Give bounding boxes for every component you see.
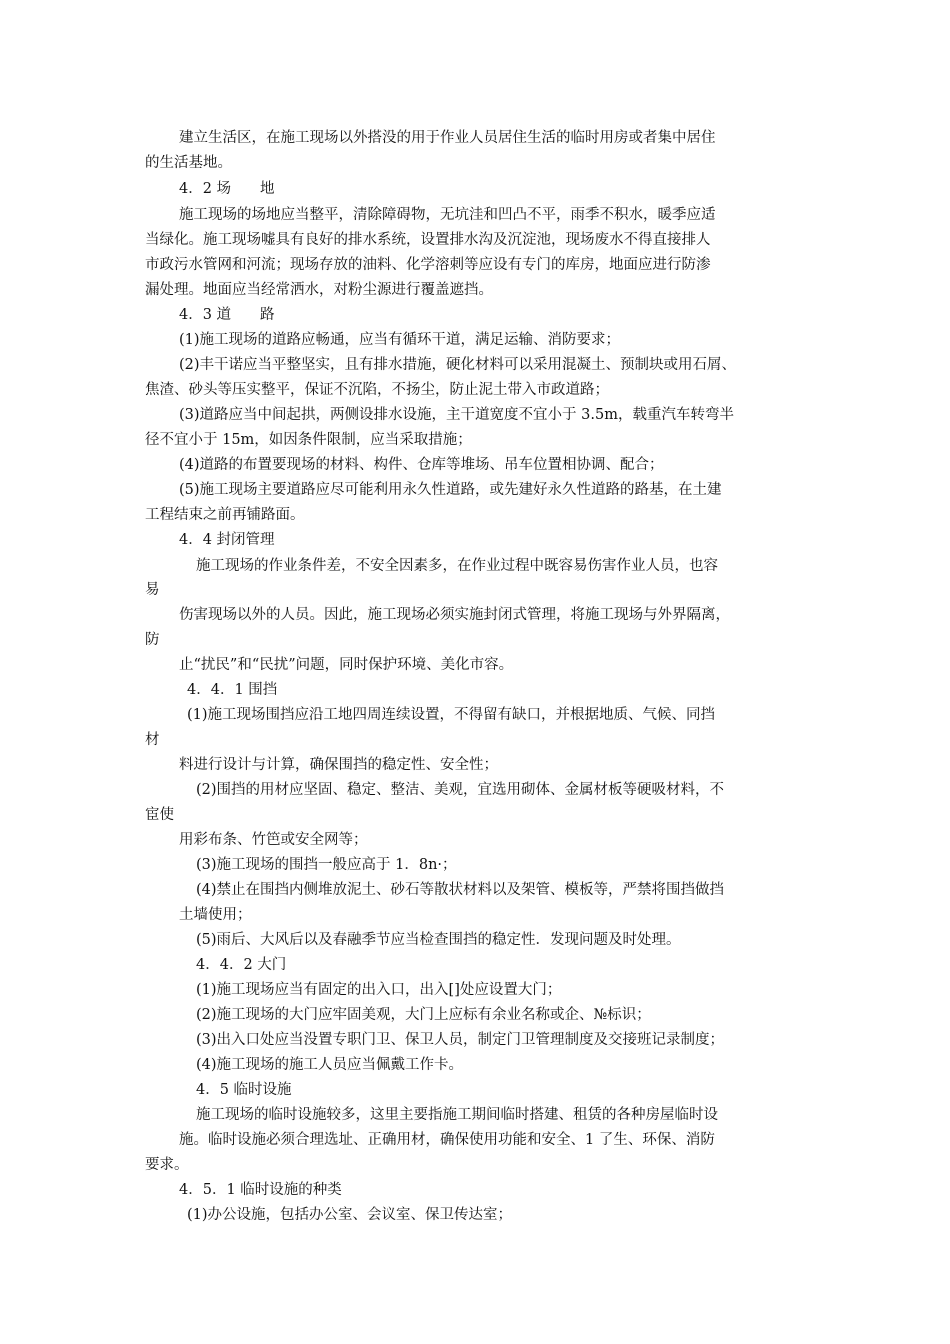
- section-heading: 4．4．2 大门: [196, 957, 287, 973]
- text-line: (4)道路的布置要现场的材料、构件、仓库等堆场、吊车位置相协调、配合；: [179, 457, 664, 473]
- text-line: 止“扰民”和“民扰”问题，同时保护环境、美化市容。: [179, 657, 514, 673]
- text-line: 施工现场的临时设施较多，这里主要指施工期间临时搭建、租赁的各种房屋临时设: [196, 1107, 718, 1123]
- text-line: (4)施工现场的施工人员应当佩戴工作卡。: [196, 1057, 464, 1073]
- text-line: (1)施工现场围挡应沿工地四周连续设置，不得留有缺口，并根据地质、气候、同挡: [187, 707, 716, 723]
- text-line: 建立生活区，在施工现场以外搭没的用于作业人员居住生活的临时用房或者集中居住: [179, 130, 716, 146]
- text-line: 施。临时设施必须合理选址、正确用材，确保使用功能和安全、1 了生、环保、消防: [179, 1132, 715, 1148]
- text-line: 宦使: [145, 807, 174, 823]
- text-line: 料进行设计与计算，确保围挡的稳定性、安全性；: [179, 757, 498, 773]
- text-line: 施工现场的场地应当整平，清除障碍物，无坑洼和凹凸不平，雨季不积水，暖季应适: [179, 207, 716, 223]
- text-line: (5)雨后、大风后以及春融季节应当检查围挡的稳定性．发现问题及时处理。: [196, 932, 681, 948]
- text-line: (1)办公设施，包括办公室、会议室、保卫传达室；: [187, 1207, 513, 1223]
- text-line: 用彩布条、竹笆或安全网等；: [179, 832, 368, 848]
- section-heading: 4．2 场 地: [179, 181, 275, 197]
- text-line: (2)丰干诺应当平整坚实，且有排水措施，硬化材料可以采用混凝土、预制块或用石屑、: [179, 357, 737, 373]
- text-line: (4)禁止在围挡内侧堆放泥土、砂石等散状材料以及架管、模板等，严禁将围挡做挡: [196, 882, 725, 898]
- text-line: 防: [145, 632, 160, 648]
- text-line: 易: [145, 582, 160, 598]
- section-heading: 4．3 道 路: [179, 307, 275, 323]
- text-line: 漏处理。地面应当经常洒水，对粉尘源进行覆盖遮挡。: [145, 282, 493, 298]
- text-line: 的生活基地。: [145, 155, 232, 171]
- text-line: 施工现场的作业条件差，不安全因素多，在作业过程中既容易伤害作业人员，也容: [196, 558, 718, 574]
- text-line: 要求。: [145, 1157, 189, 1173]
- text-line: 径不宜小于 15m，如因条件限制，应当采取措施；: [145, 432, 472, 448]
- text-line: (3)道路应当中间起拱，两侧设排水设施，主干道宽度不宜小于 3.5m，载重汽车转弯半: [179, 407, 734, 423]
- text-line: 焦渣、砂头等压实整平，保证不沉陷，不扬尘，防止泥土带入市政道路；: [145, 382, 609, 398]
- section-heading: 4．4 封闭管理: [179, 532, 275, 548]
- text-line: 市政污水管网和河流；现场存放的油料、化学溶刺等应设有专门的库房，地面应进行防渗: [145, 257, 711, 273]
- text-line: 当绿化。施工现场嘘具有良好的排水系统，设置排水沟及沉淀池，现场废水不得直接排人: [145, 232, 711, 248]
- text-line: 伤害现场以外的人员。因此，施工现场必须实施封闭式管理，将施工现场与外界隔离，: [179, 607, 730, 623]
- text-line: (3)出入口处应当没置专职门卫、保卫人员，制定门卫管理制度及交接班记录制度；: [196, 1032, 725, 1048]
- text-line: (5)施工现场主要道路应尽可能利用永久性道路，或先建好永久性道路的路基，在土建: [179, 482, 722, 498]
- text-line: (3)施工现场的围挡一般应高于 1．8n·；: [196, 857, 457, 873]
- section-heading: 4．5 临时设施: [196, 1082, 292, 1098]
- section-heading: 4．5．1 临时设施的种类: [179, 1182, 342, 1198]
- text-line: 工程结束之前再铺路面。: [145, 507, 305, 523]
- text-line: 土墙使用；: [179, 907, 252, 923]
- text-line: (1)施工现场的道路应畅通，应当有循环干道，满足运输、消防要求；: [179, 332, 621, 348]
- text-line: (1)施工现场应当有固定的出入口，出入[]处应设置大门；: [196, 982, 562, 998]
- text-line: (2)施工现场的大门应牢固美观，大门上应标有余业名称或企、№标识；: [196, 1007, 651, 1023]
- text-line: 材: [145, 732, 160, 748]
- section-heading: 4．4．1 围挡: [187, 682, 278, 698]
- text-line: (2)围挡的用材应坚固、稳定、整洁、美观，宜选用砌体、金属材板等硬吸材料，不: [196, 782, 725, 798]
